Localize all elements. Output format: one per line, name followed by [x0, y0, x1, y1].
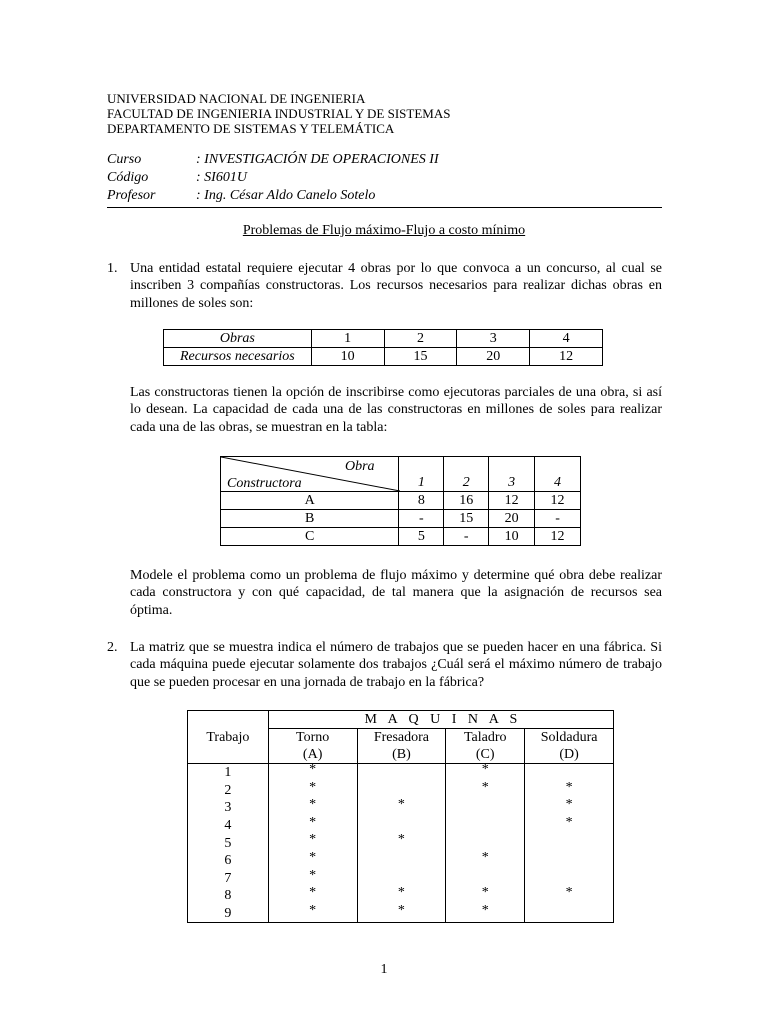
job-number: 6	[188, 852, 269, 870]
assignment-mark	[525, 834, 614, 852]
assignment-mark: *	[446, 852, 525, 870]
obra-col-1: 1	[311, 330, 384, 348]
table-row	[188, 764, 614, 782]
capacity-value: 20	[489, 510, 535, 528]
recurso-value: 20	[457, 348, 530, 366]
professor-value: : Ing. César Aldo Canelo Sotelo	[196, 188, 376, 203]
job-number: 3	[188, 799, 269, 817]
job-number: 1	[188, 764, 269, 782]
capacity-value: 5	[399, 528, 444, 546]
page-number: 1	[380, 962, 388, 977]
capacity-value: 12	[535, 492, 581, 510]
machines-table	[187, 710, 614, 923]
assignment-mark: *	[268, 782, 357, 800]
table-row	[221, 492, 581, 510]
recurso-value: 10	[311, 348, 384, 366]
assignment-mark	[525, 905, 614, 923]
problem-2-intro: La matriz que se muestra indica el número de trabajos que se pueden hacer en una fábrica. Si cada máquina puede ejecutar solamente dos trabajos ¿Cuál será el máximo número de trabajo que se pueden procesar en una jornada de trabajo en la fábrica?	[130, 640, 662, 690]
table-row	[188, 799, 614, 817]
assignment-mark: *	[525, 817, 614, 835]
university-name: UNIVERSIDAD NACIONAL DE INGENIERIA	[107, 91, 366, 106]
assignment-mark: *	[446, 764, 525, 782]
obra-col-2: 2	[384, 330, 457, 348]
machine-name: Taladro	[446, 729, 525, 747]
assignment-mark: *	[525, 887, 614, 905]
code-row	[107, 169, 667, 187]
assignment-mark	[357, 764, 446, 782]
assignment-mark: *	[525, 782, 614, 800]
problem-1-task: Modele el problema como un problema de flujo máximo y determine qué obra debe realizar cada constructora y con qué capacidad, de tal manera que la asignación de recursos sea óptima.	[130, 568, 662, 618]
recurso-value: 12	[530, 348, 603, 366]
problem-1-capacity-text: Las constructoras tienen la opción de inscribirse como ejecutoras parciales de una obra, si así lo desean. La capacidad de cada una de las constructoras en millones de soles para realizar cada una de las obras, se muestran en la tabla:	[130, 385, 662, 435]
assignment-mark: *	[268, 764, 357, 782]
assignment-mark: *	[268, 887, 357, 905]
capacity-col-3: 3	[489, 457, 535, 492]
recurso-value: 15	[384, 348, 457, 366]
machine-code: (D)	[525, 746, 614, 764]
job-number: 8	[188, 887, 269, 905]
course-label: Curso	[107, 152, 142, 167]
job-number: 5	[188, 834, 269, 852]
jobs-body	[188, 764, 614, 923]
course-info	[107, 151, 667, 205]
faculty-name: FACULTAD DE INGENIERIA INDUSTRIAL Y DE SISTEMAS	[107, 106, 451, 121]
machine-code: (C)	[446, 746, 525, 764]
capacity-value: 8	[399, 492, 444, 510]
obras-header: Obras	[164, 330, 312, 348]
assignment-mark: *	[268, 870, 357, 888]
capacity-value: 16	[444, 492, 489, 510]
capacity-col-1: 1	[399, 457, 444, 492]
table-row	[164, 348, 603, 366]
diagonal-header-cell	[221, 457, 399, 492]
assignment-mark: *	[268, 852, 357, 870]
resources-table	[163, 329, 603, 366]
assignment-mark: *	[357, 799, 446, 817]
machine-code: (B)	[357, 746, 446, 764]
obra-col-4: 4	[530, 330, 603, 348]
table-row	[188, 711, 614, 729]
trabajo-header: Trabajo	[188, 711, 269, 764]
capacity-value: -	[535, 510, 581, 528]
assignment-mark: *	[525, 799, 614, 817]
machine-name: Fresadora	[357, 729, 446, 747]
capacity-value: 12	[535, 528, 581, 546]
assignment-mark	[357, 852, 446, 870]
assignment-mark: *	[268, 817, 357, 835]
institution-header	[107, 91, 667, 136]
professor-row	[107, 187, 667, 205]
assignment-mark: *	[268, 834, 357, 852]
assignment-mark: *	[268, 799, 357, 817]
constructora-diag-label: Constructora	[227, 476, 302, 491]
table-row	[164, 330, 603, 348]
job-number: 7	[188, 870, 269, 888]
table-row	[188, 834, 614, 852]
assignment-mark	[446, 817, 525, 835]
assignment-mark	[446, 799, 525, 817]
assignment-mark: *	[357, 905, 446, 923]
capacity-table	[220, 456, 581, 546]
table-row	[188, 852, 614, 870]
table-row	[188, 905, 614, 923]
machine-code: (A)	[268, 746, 357, 764]
capacity-value: 15	[444, 510, 489, 528]
table-row	[221, 510, 581, 528]
assignment-mark: *	[357, 834, 446, 852]
table-row	[221, 457, 581, 492]
capacity-value: -	[399, 510, 444, 528]
assignment-mark	[525, 764, 614, 782]
constructora-name: C	[221, 528, 399, 546]
page-title: Problemas de Flujo máximo-Flujo a costo mínimo	[242, 223, 526, 238]
job-number: 9	[188, 905, 269, 923]
problem-1-number: 1.	[107, 261, 118, 276]
machine-name: Torno	[268, 729, 357, 747]
assignment-mark: *	[446, 905, 525, 923]
problem-1-intro: Una entidad estatal requiere ejecutar 4 obras por lo que convoca a un concurso, al cual se inscriben 3 compañías constructoras. Los recursos necesarios para realizar dichas obras en millones de soles son:	[130, 261, 662, 311]
recursos-label: Recursos necesarios	[164, 348, 312, 366]
department-name: DEPARTAMENTO DE SISTEMAS Y TELEMÁTICA	[107, 121, 395, 136]
problem-2-number: 2.	[107, 640, 118, 655]
course-value: : INVESTIGACIÓN DE OPERACIONES II	[196, 152, 439, 167]
constructora-name: A	[221, 492, 399, 510]
assignment-mark: *	[446, 887, 525, 905]
job-number: 4	[188, 817, 269, 835]
capacity-value: 10	[489, 528, 535, 546]
professor-label: Profesor	[107, 188, 156, 203]
machine-name: Soldadura	[525, 729, 614, 747]
constructora-name: B	[221, 510, 399, 528]
assignment-mark: *	[446, 782, 525, 800]
assignment-mark: *	[268, 905, 357, 923]
capacity-value: -	[444, 528, 489, 546]
job-number: 2	[188, 782, 269, 800]
assignment-mark: *	[357, 887, 446, 905]
capacity-col-2: 2	[444, 457, 489, 492]
obra-diag-label: Obra	[345, 459, 375, 474]
capacity-col-4: 4	[535, 457, 581, 492]
header-divider	[107, 207, 662, 208]
maquinas-header: M A Q U I N A S	[268, 711, 613, 729]
code-label: Código	[107, 170, 149, 185]
capacity-value: 12	[489, 492, 535, 510]
code-value: : SI601U	[196, 170, 247, 185]
assignment-mark	[525, 852, 614, 870]
table-row	[221, 528, 581, 546]
obra-col-3: 3	[457, 330, 530, 348]
course-row	[107, 151, 667, 169]
